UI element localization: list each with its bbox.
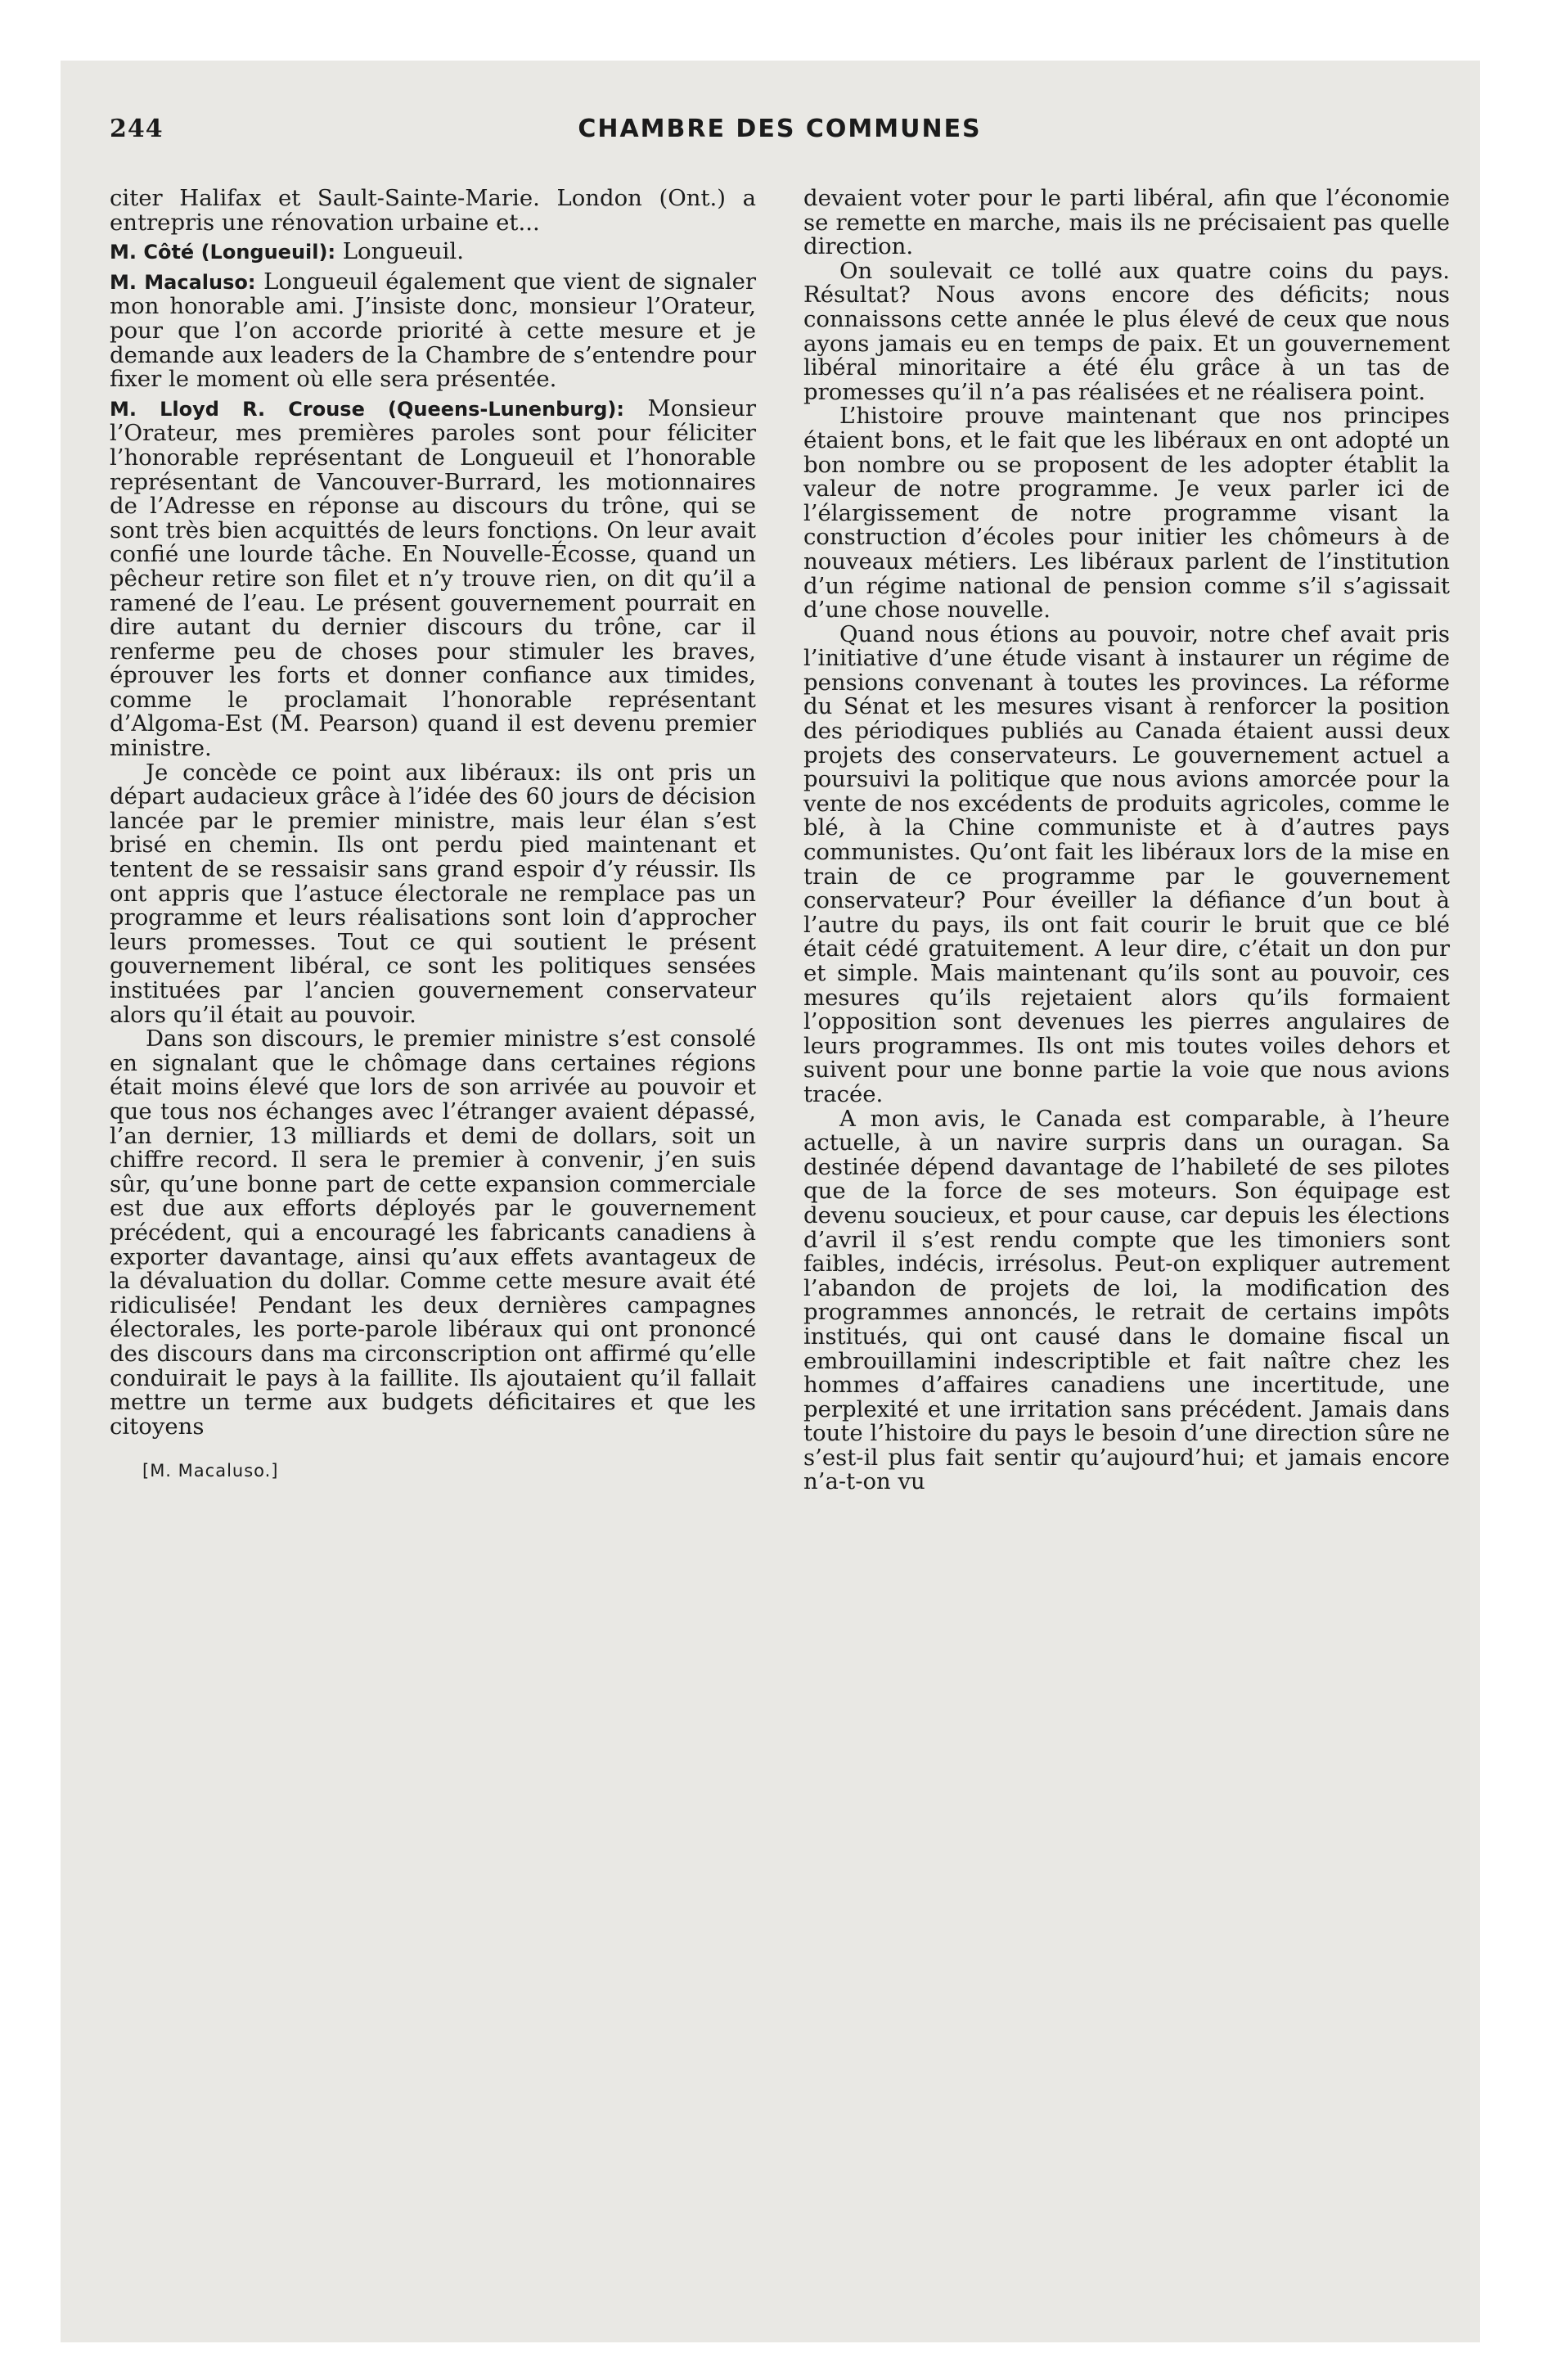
speech-text: Monsieur l’Orateur, mes premières paroles sont pour féliciter l’honorable représentant de Longueuil et l’honorable représentant de Vancouver-Burrard, les motionnaires de l’Adresse en réponse au discours du trône, qui se sont très bien acquittés de leurs fonctions. On leur avait confié une lourde tâche. En Nouvelle-Écosse, quand un pêcheur retire son filet et n’y trouve rien, on dit qu’il a ramené de l’eau. Le présent gouvernement pourrait en dire autant du dernier discours du trône, car il renferme peu de choses pour stimuler les braves, éprouver les forts et donner confiance aux timides, comme le proclamait l’honorable représentant d’Algoma-Est (M. Pearson) quand il est devenu premier ministre. (110, 394, 756, 762)
paragraph: L’histoire prouve maintenant que nos principes étaient bons, et le fait que les libéraux en ont adopté un bon nombre ou se proposent de les adopter établit la valeur de notre programme. Je veux parler ici de l’élargissement de notre programme visant la construction d’écoles pour initier les chômeurs à de nouveaux métiers. Les libéraux parlent de l’institution d’un régime national de pension comme s’il s’agissait d’une chose nouvelle. (803, 403, 1450, 624)
speech-paragraph (110, 394, 756, 762)
running-title: CHAMBRE DES COMMUNES (578, 115, 982, 143)
page-number: 244 (110, 115, 164, 143)
speaker-name: M. Macaluso: (110, 270, 256, 294)
paragraph: A mon avis, le Canada est comparable, à l’heure actuelle, à un navire surpris dans un ouragan. Sa destinée dépend davantage de l’habileté de ses pilotes que de la force de ses moteurs. Son équipage est devenu soucieux, et pour cause, car depuis les élections d’avril il s’est rendu compte que les timoniers sont faibles, indécis, irrésolus. Peut-on expliquer autrement l’abandon de projets de loi, la modification des programmes annoncés, le retrait de certains impôts institués, qui ont causé dans le domaine fiscal un embrouillamini indescriptible et fait naître chez les hommes d’affaires canadiens une incertitude, une perplexité et une irritation sans précédent. Jamais dans toute l’histoire du pays le besoin d’une direction sûre ne s’est-il plus fait sentir qu’aujourd’hui; et jamais encore n’a-t-on vu (803, 1105, 1450, 1495)
speech-paragraph (110, 240, 756, 265)
hansard-page (110, 115, 1450, 1495)
speech-text: Longueuil. (335, 238, 464, 265)
speaker-name: M. Lloyd R. Crouse (Queens-Lunenburg): (110, 397, 625, 421)
speaker-name: M. Côté (Longueuil): (110, 241, 336, 264)
paragraph-continuation: devaient voter pour le parti libéral, afin que l’économie se remette en marche, mais ils ne précisaient pas quelle direction. (803, 185, 1450, 260)
speech-text: Longueuil également que vient de signaler mon honorable ami. J’insiste donc, monsieur l’Orateur, pour que l’on accorde priorité à cette mesure et je demande aux leaders de la Chambre de s’entendre pour fixer le moment où elle sera présentée. (110, 268, 756, 393)
right-column (803, 187, 1450, 1494)
left-column (110, 187, 756, 1481)
paragraph-continuation: citer Halifax et Sault-Sainte-Marie. London (Ont.) a entrepris une rénovation urbaine et... (110, 185, 756, 236)
page-header (110, 115, 1450, 164)
paragraph: On soulevait ce tollé aux quatre coins du pays. Résultat? Nous avons encore des déficits; nous connaissons cette année le plus élevé de ceux que nous ayons jamais eu en temps de paix. Et un gouvernement libéral minoritaire a été élu grâce à un tas de promesses qu’il n’a pas réalisées et ne réalisera point. (803, 257, 1450, 405)
paragraph: Dans son discours, le premier ministre s’est consolé en signalant que le chômage dans certaines régions était moins élevé que lors de son arrivée au pouvoir et que tous nos échanges avec l’étranger avaient dépassé, l’an dernier, 13 milliards et demi de dollars, soit un chiffre record. Il sera le premier à convenir, j’en suis sûr, qu’une bonne part de cette expansion commerciale est due aux efforts déployés par le gouvernement précédent, qui a encouragé les fabricants canadiens à exporter davantage, ainsi qu’aux effets avantageux de la dévaluation du dollar. Comme cette mesure avait été ridiculisée! Pendant les deux dernières campagnes électorales, les porte-parole libéraux qui ont prononcé des discours dans ma circonscription ont affirmé qu’elle conduirait le pays à la faillite. Ils ajoutaient qu’il fallait mettre un terme aux budgets déficitaires et que les citoyens (110, 1025, 756, 1440)
speaker-attribution-footer: [M. Macaluso.] (142, 1461, 279, 1481)
paragraph: Quand nous étions au pouvoir, notre chef avait pris l’initiative d’une étude visant à instaurer un régime de pensions convenant à toutes les provinces. La réforme du Sénat et les mesures visant à renforcer la position des périodiques publiés au Canada étaient aussi deux projets des conservateurs. Le gouvernement actuel a poursuivi la politique que nous avions amorcée pour la vente de nos excédents de produits agricoles, comme le blé, à la Chine communiste et à d’autres pays communistes. Qu’ont fait les libéraux lors de la mise en train de ce programme par le gouvernement conservateur? Pour éveiller la défiance d’un bout à l’autre du pays, ils ont fait courir le bruit que ce blé était cédé gratuitement. A leur dire, c’était un don pur et simple. Mais maintenant qu’ils sont au pouvoir, ces mesures qu’ils rejetaient alors qu’ils formaient l’opposition sont devenues les pierres angulaires de leurs programmes. Ils ont mis toutes voiles dehors et suivent pour une bonne partie la voie que nous avions tracée. (803, 620, 1450, 1107)
speech-paragraph (110, 270, 756, 392)
paragraph: Je concède ce point aux libéraux: ils ont pris un départ audacieux grâce à l’idée des 60 jours de décision lancée par le premier ministre, mais leur élan s’est brisé en chemin. Ils ont perdu pied maintenant et tentent de se ressaisir sans grand espoir d’y réussir. Ils ont appris que l’astuce électorale ne remplace pas un programme et leurs réalisations sont loin d’approcher leurs promesses. Tout ce qui soutient le présent gouvernement libéral, ce sont les politiques sensées instituées par l’ancien gouvernement conservateur alors qu’il était au pouvoir. (110, 759, 756, 1028)
